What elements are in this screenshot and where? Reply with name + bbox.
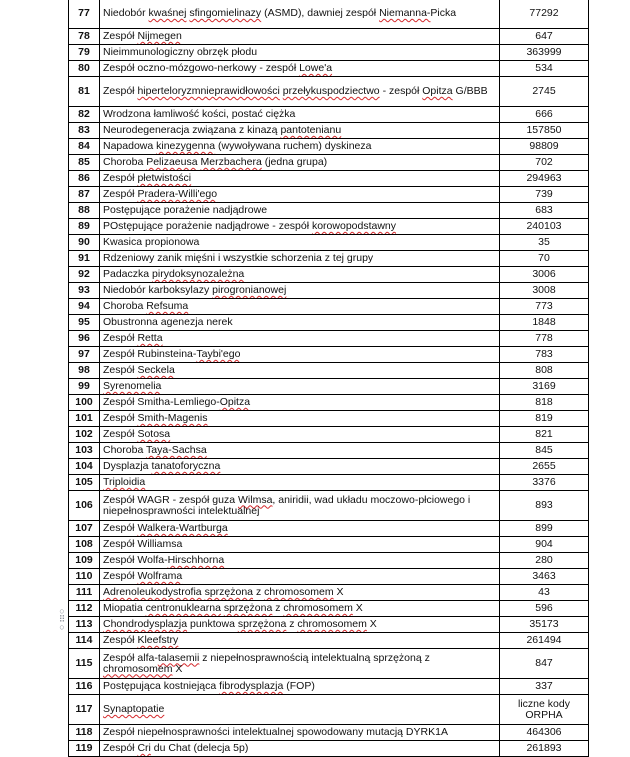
disease-name: Postępujące porażenie nadjądrowe bbox=[100, 203, 500, 219]
orpha-code: 261494 bbox=[500, 633, 589, 649]
orpha-code: 35173 bbox=[500, 617, 589, 633]
row-number: 103 bbox=[69, 443, 100, 459]
disease-name: Nieimmunologiczny obrzęk płodu bbox=[100, 45, 500, 61]
table-row bbox=[69, 617, 589, 633]
row-number: 88 bbox=[69, 203, 100, 219]
disease-name: Choroba Refsuma bbox=[100, 299, 500, 315]
row-number: 99 bbox=[69, 379, 100, 395]
table-row bbox=[69, 107, 589, 123]
disease-name: Zespół oczno-mózgowo-nerkowy - zespół Lowe'a bbox=[100, 61, 500, 77]
disease-name: Zespół płetwistości bbox=[100, 171, 500, 187]
disease-name: Niedobór kwaśnej sfingomielinazy (ASMD), dawniej zespół Niemanna-Picka bbox=[100, 0, 500, 29]
disease-name: Zespół niepełnosprawności intelektualnej spowodowany mutacją DYRK1A bbox=[100, 725, 500, 741]
orpha-code: 157850 bbox=[500, 123, 589, 139]
orpha-code: 847 bbox=[500, 649, 589, 679]
table-row bbox=[69, 139, 589, 155]
table-row bbox=[69, 315, 589, 331]
disease-name: Zespół Nijmegen bbox=[100, 29, 500, 45]
table-row bbox=[69, 679, 589, 695]
table-row bbox=[69, 569, 589, 585]
disease-name: Dysplazja tanatoforyczna bbox=[100, 459, 500, 475]
orpha-code: 98809 bbox=[500, 139, 589, 155]
orpha-code: 2655 bbox=[500, 459, 589, 475]
disease-name: Zespół Williamsa bbox=[100, 537, 500, 553]
row-number: 106 bbox=[69, 491, 100, 521]
orpha-code: 702 bbox=[500, 155, 589, 171]
row-number: 79 bbox=[69, 45, 100, 61]
row-number: 111 bbox=[69, 585, 100, 601]
orpha-code: 70 bbox=[500, 251, 589, 267]
disease-name: Obustronna agenezja nerek bbox=[100, 315, 500, 331]
table-row bbox=[69, 695, 589, 725]
row-number: 89 bbox=[69, 219, 100, 235]
disease-name: Zespół hiperteloryzmnieprawidłowości przełykuspodziectwo - zespół Opitza G/BBB bbox=[100, 77, 500, 107]
orpha-code: 3376 bbox=[500, 475, 589, 491]
table-row bbox=[69, 475, 589, 491]
row-number: 77 bbox=[69, 0, 100, 29]
disease-name: Zespół alfa-talasemii z niepełnosprawnością intelektualną sprzężoną z chromosomem X bbox=[100, 649, 500, 679]
row-number: 83 bbox=[69, 123, 100, 139]
disease-name: Zespół Sotosa bbox=[100, 427, 500, 443]
orpha-code: 3169 bbox=[500, 379, 589, 395]
table-row bbox=[69, 251, 589, 267]
orpha-code: 818 bbox=[500, 395, 589, 411]
table-row bbox=[69, 267, 589, 283]
orpha-code: 43 bbox=[500, 585, 589, 601]
table-row bbox=[69, 219, 589, 235]
orpha-code: 821 bbox=[500, 427, 589, 443]
disease-name: Miopatia centronuklearna sprzężona z chromosomem X bbox=[100, 601, 500, 617]
orpha-code: 3008 bbox=[500, 283, 589, 299]
disease-name: Zespół Seckela bbox=[100, 363, 500, 379]
disease-name: Adrenoleukodystrofia sprzężona z chromosomem X bbox=[100, 585, 500, 601]
table-row bbox=[69, 521, 589, 537]
disease-name: Chondrodysplazja punktowa sprzężona z chromosomem X bbox=[100, 617, 500, 633]
disease-name: Synaptopatie bbox=[100, 695, 500, 725]
orpha-code: 294963 bbox=[500, 171, 589, 187]
row-number: 101 bbox=[69, 411, 100, 427]
table-row bbox=[69, 725, 589, 741]
disease-name: Padaczka pirydoksynozależna bbox=[100, 267, 500, 283]
row-number: 118 bbox=[69, 725, 100, 741]
row-number: 102 bbox=[69, 427, 100, 443]
orpha-code: 35 bbox=[500, 235, 589, 251]
row-number: 107 bbox=[69, 521, 100, 537]
orpha-code: 261893 bbox=[500, 741, 589, 757]
rare-diseases-table bbox=[68, 0, 589, 757]
table-row bbox=[69, 459, 589, 475]
row-number: 108 bbox=[69, 537, 100, 553]
orpha-code: 3006 bbox=[500, 267, 589, 283]
orpha-code: 899 bbox=[500, 521, 589, 537]
table-row bbox=[69, 553, 589, 569]
row-number: 104 bbox=[69, 459, 100, 475]
orpha-code: 1848 bbox=[500, 315, 589, 331]
disease-name: Zespół WAGR - zespół guza Wilmsa, aniridii, wad układu moczowo-płciowego i niepełnosprawności intelektualnej bbox=[100, 491, 500, 521]
table-row bbox=[69, 299, 589, 315]
disease-name: Syrenomelia bbox=[100, 379, 500, 395]
orpha-code: 363999 bbox=[500, 45, 589, 61]
disease-name: Zespół Smitha-Lemliego-Opitza bbox=[100, 395, 500, 411]
orpha-code: 773 bbox=[500, 299, 589, 315]
row-number: 87 bbox=[69, 187, 100, 203]
row-number: 90 bbox=[69, 235, 100, 251]
table-row bbox=[69, 331, 589, 347]
table-row bbox=[69, 633, 589, 649]
row-number: 82 bbox=[69, 107, 100, 123]
table-row bbox=[69, 171, 589, 187]
table-row bbox=[69, 283, 589, 299]
row-number: 95 bbox=[69, 315, 100, 331]
orpha-code: 337 bbox=[500, 679, 589, 695]
row-number: 78 bbox=[69, 29, 100, 45]
row-number: 97 bbox=[69, 347, 100, 363]
orpha-code: 534 bbox=[500, 61, 589, 77]
disease-name: Triploidia bbox=[100, 475, 500, 491]
table-row bbox=[69, 601, 589, 617]
disease-name: POstępujące porażenie nadjądrowe - zespół korowopodstawny bbox=[100, 219, 500, 235]
row-number: 114 bbox=[69, 633, 100, 649]
disease-name: Zespół Rubinsteina-Taybi'ego bbox=[100, 347, 500, 363]
orpha-code: 893 bbox=[500, 491, 589, 521]
disease-name: Zespół Wolframa bbox=[100, 569, 500, 585]
disease-name: Zespół Smith-Magenis bbox=[100, 411, 500, 427]
row-number: 84 bbox=[69, 139, 100, 155]
orpha-code: 3463 bbox=[500, 569, 589, 585]
row-number: 80 bbox=[69, 61, 100, 77]
table-row bbox=[69, 187, 589, 203]
orpha-code: 464306 bbox=[500, 725, 589, 741]
table-row bbox=[69, 123, 589, 139]
disease-name: Zespół Wolfa-Hirschhorna bbox=[100, 553, 500, 569]
row-number: 85 bbox=[69, 155, 100, 171]
row-number: 98 bbox=[69, 363, 100, 379]
orpha-code: 280 bbox=[500, 553, 589, 569]
row-number: 81 bbox=[69, 77, 100, 107]
row-number: 117 bbox=[69, 695, 100, 725]
disease-name: Zespół Kleefstry bbox=[100, 633, 500, 649]
table-row bbox=[69, 29, 589, 45]
row-number: 100 bbox=[69, 395, 100, 411]
table-row bbox=[69, 61, 589, 77]
row-number: 109 bbox=[69, 553, 100, 569]
disease-name: Choroba Pelizaeusa Merzbachera (jedna grupa) bbox=[100, 155, 500, 171]
disease-name: Zespół Walkera-Wartburga bbox=[100, 521, 500, 537]
orpha-code: 778 bbox=[500, 331, 589, 347]
disease-name: Kwasica propionowa bbox=[100, 235, 500, 251]
table-row bbox=[69, 77, 589, 107]
row-number: 113 bbox=[69, 617, 100, 633]
table-row bbox=[69, 649, 589, 679]
orpha-code: 596 bbox=[500, 601, 589, 617]
table-row bbox=[69, 0, 589, 29]
table-row bbox=[69, 203, 589, 219]
table-row bbox=[69, 585, 589, 601]
table-row bbox=[69, 347, 589, 363]
table-row bbox=[69, 537, 589, 553]
orpha-code: 683 bbox=[500, 203, 589, 219]
row-number: 86 bbox=[69, 171, 100, 187]
disease-name: Niedobór karboksylazy pirogronianowej bbox=[100, 283, 500, 299]
table-row bbox=[69, 395, 589, 411]
row-number: 94 bbox=[69, 299, 100, 315]
row-number: 96 bbox=[69, 331, 100, 347]
row-number: 119 bbox=[69, 741, 100, 757]
orpha-code: 666 bbox=[500, 107, 589, 123]
disease-name: Neurodegeneracja związana z kinazą pantotenianu bbox=[100, 123, 500, 139]
table-row bbox=[69, 443, 589, 459]
orpha-code: 783 bbox=[500, 347, 589, 363]
orpha-code: 647 bbox=[500, 29, 589, 45]
orpha-code: 904 bbox=[500, 537, 589, 553]
disease-name: Postępująca kostniejąca fibrodysplazja (FOP) bbox=[100, 679, 500, 695]
orpha-code: 240103 bbox=[500, 219, 589, 235]
orpha-code: 819 bbox=[500, 411, 589, 427]
table-row bbox=[69, 379, 589, 395]
row-number: 91 bbox=[69, 251, 100, 267]
table-row bbox=[69, 235, 589, 251]
disease-name: Wrodzona łamliwość kości, postać ciężka bbox=[100, 107, 500, 123]
row-number: 112 bbox=[69, 601, 100, 617]
table-row bbox=[69, 427, 589, 443]
disease-name: Choroba Taya-Sachsa bbox=[100, 443, 500, 459]
orpha-code: 845 bbox=[500, 443, 589, 459]
orpha-code: 739 bbox=[500, 187, 589, 203]
disease-name: Zespół Cri du Chat (delecja 5p) bbox=[100, 741, 500, 757]
row-number: 93 bbox=[69, 283, 100, 299]
disease-name: Zespół Retta bbox=[100, 331, 500, 347]
table-row bbox=[69, 411, 589, 427]
table-row bbox=[69, 45, 589, 61]
row-number: 116 bbox=[69, 679, 100, 695]
disease-name: Zespół Pradera-Willi'ego bbox=[100, 187, 500, 203]
table-row bbox=[69, 491, 589, 521]
orpha-code: 2745 bbox=[500, 77, 589, 107]
orpha-code: liczne kody ORPHA bbox=[500, 695, 589, 725]
table-row bbox=[69, 363, 589, 379]
disease-name: Napadowa kinezygenna (wywoływana ruchem) dyskineza bbox=[100, 139, 500, 155]
row-number: 110 bbox=[69, 569, 100, 585]
row-number: 115 bbox=[69, 649, 100, 679]
table-row bbox=[69, 155, 589, 171]
orpha-code: 77292 bbox=[500, 0, 589, 29]
row-number: 105 bbox=[69, 475, 100, 491]
table-move-handle-icon[interactable]: ○ ⠿ ○ bbox=[58, 606, 66, 632]
table-row bbox=[69, 741, 589, 757]
disease-name: Rdzeniowy zanik mięśni i wszystkie schorzenia z tej grupy bbox=[100, 251, 500, 267]
orpha-code: 808 bbox=[500, 363, 589, 379]
row-number: 92 bbox=[69, 267, 100, 283]
